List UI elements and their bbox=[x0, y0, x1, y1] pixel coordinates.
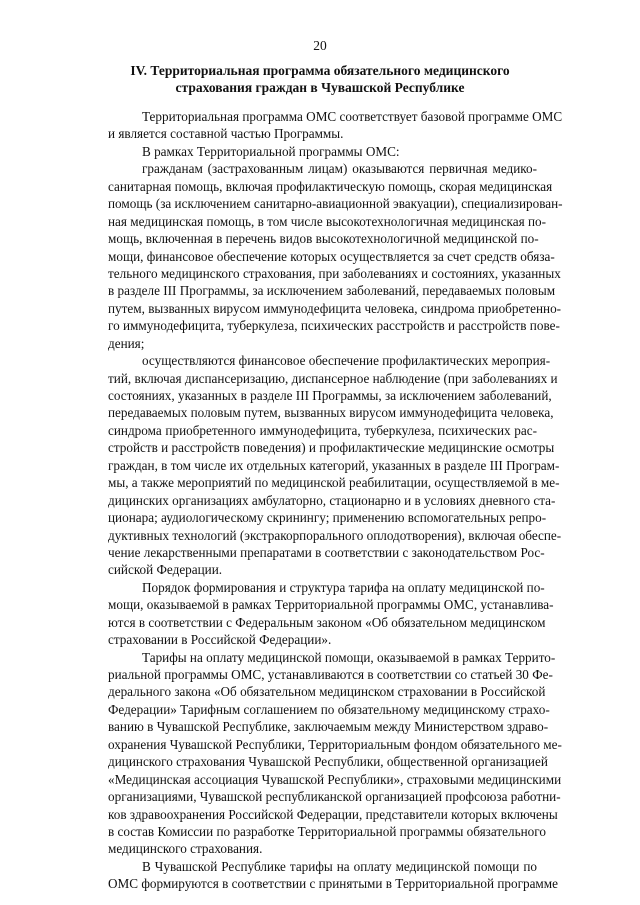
text-line: охранения Чувашской Республики, Территориальным фондом обязательного ме- bbox=[108, 736, 562, 752]
body-text bbox=[108, 108, 563, 893]
text-line: мощь, включенная в перечень видов высокотехнологичной медицинской по- bbox=[108, 231, 539, 247]
text-line: тий, включая диспансеризацию, диспансерное наблюдение (при заболеваниях и bbox=[108, 370, 558, 386]
text-line: В рамках Территориальной программы ОМС: bbox=[142, 143, 400, 159]
page-number: 20 bbox=[313, 38, 327, 53]
text-line: Федерации» Тарифным соглашением по обязательному медицинскому страхо- bbox=[108, 701, 550, 717]
text-line: го иммунодефицита, туберкулеза, психических расстройств и расстройств пове- bbox=[108, 318, 560, 334]
text-line: состояниях, указанных в разделе III Программы, за исключением заболеваний, bbox=[108, 388, 552, 403]
text-line: в разделе III Программы, за исключением заболеваний, передаваемых половым bbox=[108, 283, 556, 299]
text-line: путем, вызванных вирусом иммунодефицита человека, синдрома приобретенно- bbox=[108, 300, 562, 316]
text-line: и является составной частью Программы. bbox=[108, 126, 344, 142]
text-line: ционара; аудиологическому скринингу; применению вспомогательных репро- bbox=[108, 510, 547, 526]
text-line: Порядок формирования и структура тарифа на оплату медицинской по- bbox=[142, 579, 545, 595]
text-line: ванию в Чувашской Республике, заключаемым между Министерством здраво- bbox=[108, 719, 549, 735]
text-line: ются в соответствии с Федеральным законом «Об обязательном медицинском bbox=[108, 614, 546, 630]
text-line: ОМС формируются в соответствии с принятыми в Территориальной программе bbox=[108, 876, 558, 892]
text-line: гражданам (застрахованным лицам) оказываются первичная медико- bbox=[142, 161, 537, 177]
text-line: сийской Федерации. bbox=[108, 562, 223, 578]
text-line: «Медицинская ассоциация Чувашской Республики», страховыми медицинскими bbox=[108, 771, 562, 787]
text-line: граждан, в том числе их отдельных категорий, указанных в разделе III Програм- bbox=[108, 457, 560, 473]
text-line: передаваемых половым путем, вызванных вирусом иммунодефицита человека, bbox=[108, 405, 554, 421]
text-line: мы, а также мероприятий по медицинской реабилитации, осуществляемой в ме- bbox=[108, 475, 560, 491]
text-line: медицинского страхования. bbox=[108, 841, 263, 857]
text-line: мощи, финансовое обеспечение которых осуществляется за счет средств обяза- bbox=[108, 248, 555, 264]
text-line: санитарная помощь, включая профилактическую помощь, скорая медицинская bbox=[108, 178, 553, 194]
text-line: организациями, Чувашской республиканской организацией профсоюза работни- bbox=[108, 789, 561, 805]
text-line: дерального закона «Об обязательном медицинском страховании в Российской bbox=[108, 684, 546, 700]
text-line: осуществляются финансовое обеспечение профилактических мероприя- bbox=[142, 353, 551, 369]
text-line: чение лекарственными препаратами в соответствии с законодательством Рос- bbox=[108, 544, 545, 560]
section-heading bbox=[100, 62, 540, 96]
text-line: дения; bbox=[108, 335, 145, 351]
text-line: дицинского страхования Чувашской Республики, общественной организацией bbox=[108, 754, 548, 770]
text-line: помощь (за исключением санитарно-авиационной эвакуации), специализирован- bbox=[108, 196, 563, 212]
text-line: риальной программы ОМС, устанавливаются в соответствии со статьей 30 Фе- bbox=[108, 667, 553, 682]
text-line: Территориальная программа ОМС соответствует базовой программе ОМС bbox=[142, 109, 563, 124]
text-line: тельного медицинского страхования, при заболеваниях и состояниях, указанных bbox=[108, 265, 561, 281]
text-line: стройств и расстройств поведения) и профилактические медицинские осмотры bbox=[108, 440, 555, 456]
text-line: дицинских организациях амбулаторно, стационарно и в условиях дневного ста- bbox=[108, 492, 556, 508]
text-line: В Чувашской Республике тарифы на оплату медицинской помощи по bbox=[142, 858, 537, 874]
text-line: мощи, оказываемой в рамках Территориальной программы ОМС, устанавлива- bbox=[108, 597, 554, 613]
section-heading-line: IV. Территориальная программа обязательного медицинского bbox=[130, 63, 510, 78]
text-line: в состав Комиссии по разработке Территориальной программы обязательного bbox=[108, 823, 546, 839]
text-line: ная медицинская помощь, в том числе высокотехнологичная медицинская по- bbox=[108, 213, 547, 229]
text-line: синдрома приобретенного иммунодефицита, туберкулеза, психических рас- bbox=[108, 422, 537, 438]
text-line: ков здравоохранения Российской Федерации, представители которых включены bbox=[108, 806, 558, 822]
text-line: дуктивных технологий (экстракорпорального оплодотворения), включая обеспе- bbox=[108, 527, 562, 543]
section-heading-line: страхования граждан в Чувашской Республике bbox=[175, 80, 465, 95]
text-line: страховании в Российской Федерации». bbox=[108, 632, 332, 648]
text-line: Тарифы на оплату медицинской помощи, оказываемой в рамках Террито- bbox=[142, 649, 556, 665]
